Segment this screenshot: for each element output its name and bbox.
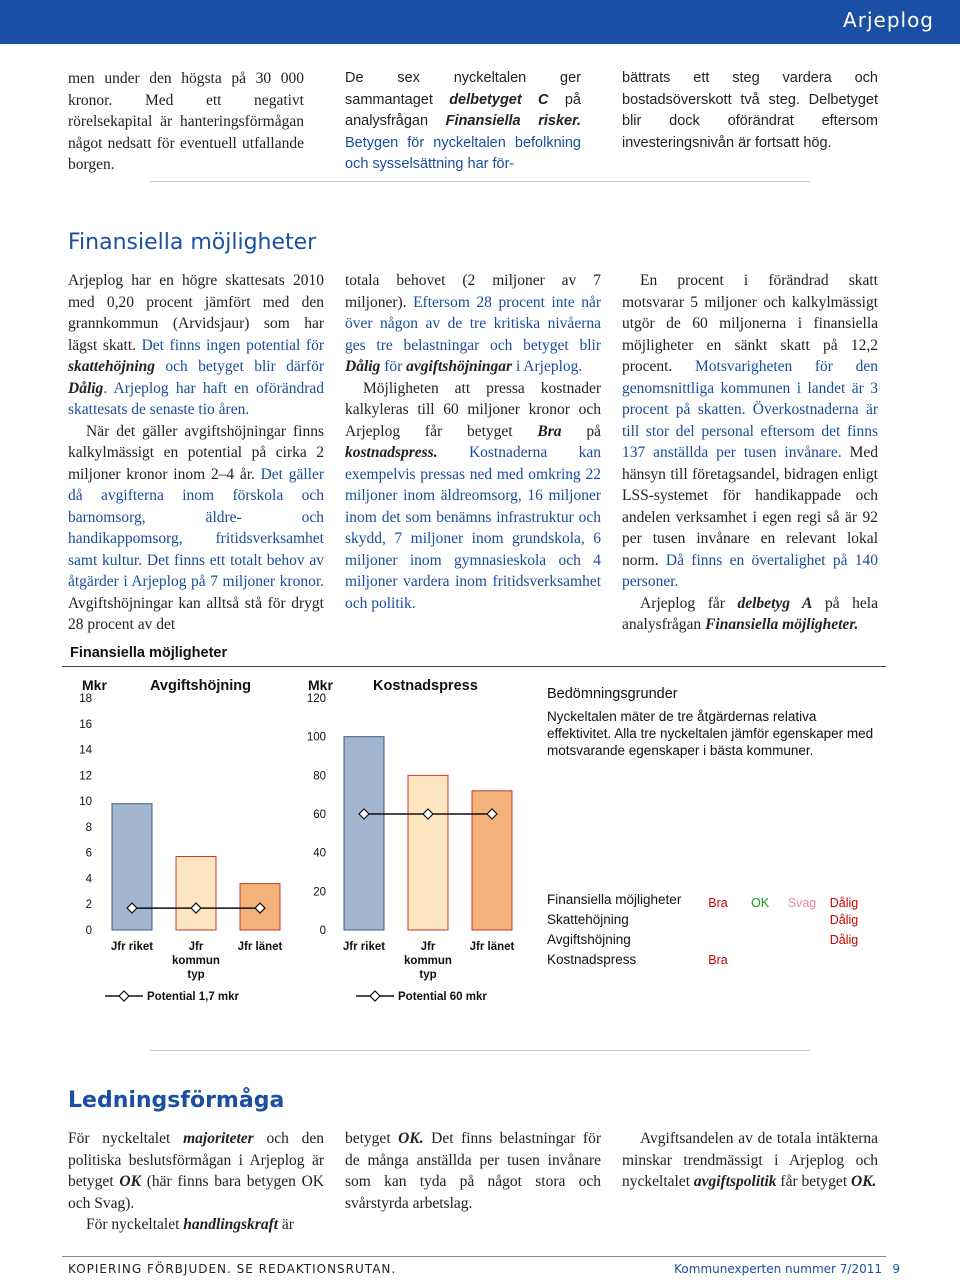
y-tick-label: 80 bbox=[313, 770, 326, 783]
s2c2-text-b: Det finns belastningar för de många anställda per tusen invånare som kan tyda på något stora och svårstyrda arbetslag. bbox=[345, 1130, 601, 1212]
intro-col-2 bbox=[345, 68, 581, 176]
s2c1-text-d: För nyckeltalet bbox=[86, 1216, 184, 1233]
grading-header: Finansiella möjligheter bbox=[547, 892, 682, 907]
s1c2-text-f: på bbox=[561, 422, 601, 440]
y-tick-label: 4 bbox=[85, 873, 92, 886]
chart-panel-rule bbox=[62, 666, 886, 667]
criteria-text: Nyckeltalen mäter de tre åtgärdernas relativa effektivitet. Alla tre nyckeltalen jämför egenskaper med motsvarande egenskaper i bästa kommuner. bbox=[547, 709, 874, 758]
legend-label: Potential 60 mkr bbox=[398, 991, 487, 1003]
s1c3-text-b: Motsvarigheten för den genomsnittliga kommunen i landet är 3 procent på skatten. Överkostnaderna är till stor del personal eftersom det finns 137 anställda per tusen invånare. bbox=[622, 358, 878, 461]
s2c1-bold-b: OK bbox=[119, 1173, 141, 1190]
grading-cell bbox=[697, 930, 739, 950]
y-tick-label: 8 bbox=[85, 821, 92, 834]
chart-title: Avgiftshöjning bbox=[150, 678, 251, 694]
bar-1 bbox=[344, 737, 384, 930]
y-tick-label: 0 bbox=[85, 925, 92, 937]
s2c3-bold-a: avgiftspolitik bbox=[693, 1173, 777, 1190]
y-axis-unit: Mkr bbox=[308, 677, 333, 693]
intro-col-3-text: bättrats ett steg vardera och bostadsöverskott två steg. Delbetyget blir dock oförändrat eftersom investeringsnivån är fortsatt hög. bbox=[622, 70, 878, 151]
grading-cell: Bra bbox=[708, 953, 728, 967]
header-bar bbox=[0, 0, 960, 44]
grading-cell bbox=[781, 930, 823, 950]
intro-col-3 bbox=[622, 68, 878, 154]
footer-rule bbox=[62, 1256, 886, 1257]
bar-2 bbox=[408, 775, 448, 930]
intro-col-1 bbox=[68, 68, 304, 176]
s1c1-text-g: Avgiftshöjningar kan alltså stå för drygt 28 procent av det bbox=[68, 594, 324, 633]
grading-row bbox=[547, 910, 877, 930]
grading-row-label: Skattehöjning bbox=[547, 912, 629, 927]
grading-row-label: Avgiftshöjning bbox=[547, 932, 631, 947]
s1c2-bold-d: kostnadspress. bbox=[345, 444, 438, 461]
x-tick-label: kommun bbox=[172, 955, 220, 967]
s1c2-text-c: för bbox=[380, 358, 407, 375]
y-tick-label: 10 bbox=[79, 796, 92, 809]
s2c3-text-b: får betyget bbox=[776, 1173, 851, 1190]
section2-col-2 bbox=[345, 1128, 601, 1214]
y-tick-label: 6 bbox=[85, 847, 92, 860]
intro-col-1-text: men under den högsta på 30 000 kronor. Med ett negativt rörelsekapital är hanteringsförmågan något nedsatt för eventuell utfallande borgen. bbox=[68, 70, 304, 173]
x-tick-label: Jfr bbox=[188, 941, 204, 953]
s1c2-bold-c: Bra bbox=[537, 422, 562, 440]
header-title: Arjeplog bbox=[843, 8, 934, 32]
section-heading-ledning: Ledningsförmåga bbox=[68, 1088, 285, 1113]
x-tick-label: Jfr länet bbox=[237, 941, 283, 953]
y-tick-label: 18 bbox=[79, 693, 92, 705]
s2c1-text-e: är bbox=[278, 1216, 294, 1233]
s2c1-text-c: (här finns bara betygen OK och Svag). bbox=[68, 1173, 325, 1212]
grade-label-bra: Bra bbox=[708, 896, 728, 910]
grading-cell: Dålig bbox=[829, 913, 859, 927]
footer-left: KOPIERING FÖRBJUDEN. SE REDAKTIONSRUTAN. bbox=[68, 1262, 397, 1276]
footer-right: Kommunexperten nummer 7/2011 bbox=[674, 1262, 882, 1276]
grading-cell bbox=[739, 910, 781, 930]
grading-grade-labels bbox=[697, 896, 865, 910]
x-tick-label: Jfr bbox=[420, 941, 436, 953]
s1c2-bold-a: Dålig bbox=[345, 358, 381, 375]
intro-col-2-bold-a: delbetyget C bbox=[449, 91, 549, 108]
grading-rows bbox=[547, 910, 877, 970]
s1c3-text-e: Arjeplog får bbox=[640, 594, 738, 612]
s2c1-text-b: och den politiska beslutsförmågan i Arjeplog är betyget bbox=[68, 1130, 324, 1190]
section2-col-3 bbox=[622, 1128, 878, 1193]
s2c1-bold-a: majoriteter bbox=[183, 1130, 254, 1147]
grading-cell bbox=[781, 950, 823, 970]
intro-col-2-bold-b: Finansiella risker. bbox=[445, 113, 581, 129]
section1-col-2 bbox=[345, 270, 601, 614]
intro-col-2-text-a: De sex nyckeltalen ger sammantaget bbox=[345, 70, 581, 108]
page-number: 9 bbox=[892, 1262, 900, 1276]
s1c3-text-d: Då finns en övertalighet på 140 personer. bbox=[622, 551, 879, 590]
x-tick-label: Jfr länet bbox=[469, 941, 515, 953]
s1c1-text-a: Arjeplog har en högre skattesats 2010 med 0,20 procent jämfört med den grannkommun (Arvidsjaur) som har lägst skatt. bbox=[68, 272, 324, 354]
s1c2-text-d: i Arjeplog. bbox=[512, 358, 583, 375]
divider-1 bbox=[150, 181, 810, 182]
s1c3-text-c: Med hänsyn till företagsandel, bidragen enligt LSS-systemet för handikappade och andelen verksamhet i egen regi så är 92 per tusen invånare en relevant lokal norm. bbox=[622, 444, 878, 569]
grade-label-svag: Svag bbox=[787, 896, 817, 910]
s1c1-bold-a: skattehöjning bbox=[68, 358, 155, 375]
y-tick-label: 40 bbox=[313, 847, 326, 860]
grading-row-label: Kostnadspress bbox=[547, 952, 637, 967]
bar-2 bbox=[176, 857, 216, 930]
y-tick-label: 0 bbox=[319, 925, 326, 937]
grading-row bbox=[547, 930, 877, 950]
section-heading-finansiella: Finansiella möjligheter bbox=[68, 230, 317, 255]
grading-header-row bbox=[547, 890, 877, 910]
s1c1-text-f: Det gäller då avgifterna inom förskola och barnomsorg, äldre- och handikappomsorg, fritidsverksamhet samt kultur. Det finns ett totalt behov av åtgärder i Arjeplog på 7 miljoner kronor. bbox=[68, 465, 324, 590]
section2-col-1 bbox=[68, 1128, 324, 1236]
grading-cell bbox=[697, 910, 739, 930]
s1c2-bold-b: avgiftshöjningar bbox=[406, 358, 513, 375]
y-tick-label: 20 bbox=[313, 886, 326, 899]
s1c1-text-d: . Arjeplog har haft en oförändrad skattesats de senaste tio åren. bbox=[68, 379, 324, 418]
y-tick-label: 60 bbox=[313, 809, 326, 821]
s2c3-text-a: Avgiftsandelen av de totala intäkterna minskar trendmässigt i Arjeplog och nyckeltalet bbox=[622, 1130, 878, 1190]
x-tick-label: typ bbox=[187, 969, 205, 981]
y-tick-label: 2 bbox=[85, 899, 92, 912]
chart-kostnadspress bbox=[300, 668, 540, 1013]
s1c2-text-a: totala behovet (2 miljoner av 7 miljoner). bbox=[345, 272, 601, 311]
y-tick-label: 120 bbox=[306, 693, 326, 705]
divider-2 bbox=[150, 1050, 810, 1051]
s2c2-bold-a: OK. bbox=[398, 1130, 424, 1147]
legend-marker bbox=[370, 991, 380, 1001]
s1c2-text-g: Kostnaderna kan exempelvis pressas ned med omkring 22 miljoner inom äldreomsorg, 16 miljoner inom det som benämns infrastruktur och skydd, 7 miljoner inom grundskola, 6 miljoner inom gymnasieskola och 4 miljoner vardera inom fritidsverksamhet och politik. bbox=[345, 444, 601, 612]
s1c1-text-b: Det finns ingen potential för bbox=[141, 336, 324, 354]
x-tick-label: kommun bbox=[404, 955, 452, 967]
x-tick-label: Jfr riket bbox=[110, 941, 154, 953]
grade-label-ok: OK bbox=[750, 896, 770, 910]
legend-marker bbox=[119, 991, 129, 1001]
s1c3-text-a: En procent i förändrad skatt motsvarar 5 miljoner och kalkylmässigt utgör de 60 miljonerna i finansiella möjligheter en sänkt skatt på 12,2 procent. bbox=[622, 272, 878, 375]
y-tick-label: 14 bbox=[79, 744, 92, 757]
y-axis-unit: Mkr bbox=[82, 677, 107, 693]
s2c2-text-a: betyget bbox=[345, 1130, 399, 1147]
s1c3-bold-b: Finansiella möjligheter. bbox=[705, 616, 859, 633]
x-tick-label: Jfr riket bbox=[342, 941, 386, 953]
s1c1-text-e: När det gäller avgiftshöjningar finns kalkylmässigt en potential på cirka 2 miljoner kronor inom 2–4 år. bbox=[68, 422, 324, 483]
intro-col-2-text-c: Betygen för nyckeltalen befolkning och sysselsättning har för- bbox=[345, 134, 581, 172]
y-tick-label: 12 bbox=[79, 770, 92, 783]
chart-avgiftshojning bbox=[60, 668, 320, 1013]
grading-cell bbox=[739, 930, 781, 950]
s2c1-bold-c: handlingskraft bbox=[183, 1216, 279, 1233]
section1-col-1 bbox=[68, 270, 324, 636]
grade-label-dålig: Dålig bbox=[829, 896, 859, 910]
x-tick-label: typ bbox=[419, 969, 437, 981]
s1c1-bold-b: Dålig bbox=[68, 379, 104, 397]
s1c2-text-e: Möjligheten att pressa kostnader kalkyleras till 60 miljoner kronor och Arjeplog får betyget bbox=[345, 379, 601, 440]
grading-table bbox=[547, 890, 877, 970]
intro-col-2-text-b: på analysfrågan bbox=[345, 91, 581, 129]
section1-col-3 bbox=[622, 270, 878, 636]
grading-cell: Dålig bbox=[829, 933, 859, 947]
grading-cell bbox=[781, 910, 823, 930]
grading-cell bbox=[739, 950, 781, 970]
y-tick-label: 16 bbox=[79, 718, 92, 731]
chart-panel-title: Finansiella möjligheter bbox=[70, 645, 228, 661]
s1c3-text-f: på hela analysfrågan bbox=[622, 594, 878, 633]
s2c3-bold-b: OK. bbox=[851, 1173, 877, 1190]
legend-label: Potential 1,7 mkr bbox=[147, 991, 240, 1003]
criteria-title: Bedömningsgrunder bbox=[547, 686, 678, 702]
s1c2-text-b: Eftersom 28 procent inte når över någon av de tre kritiska nivåerna ges tre belastningar och betyget blir bbox=[345, 293, 601, 354]
chart-title: Kostnadspress bbox=[373, 678, 478, 694]
s2c1-text-a: För nyckeltalet bbox=[68, 1130, 184, 1147]
s1c1-text-c: och betyget blir därför bbox=[155, 358, 324, 375]
grading-row bbox=[547, 950, 877, 970]
grading-cell bbox=[823, 950, 865, 970]
y-tick-label: 100 bbox=[306, 731, 326, 744]
s1c3-bold-a: delbetyg A bbox=[737, 594, 813, 612]
criteria-box bbox=[547, 686, 877, 759]
